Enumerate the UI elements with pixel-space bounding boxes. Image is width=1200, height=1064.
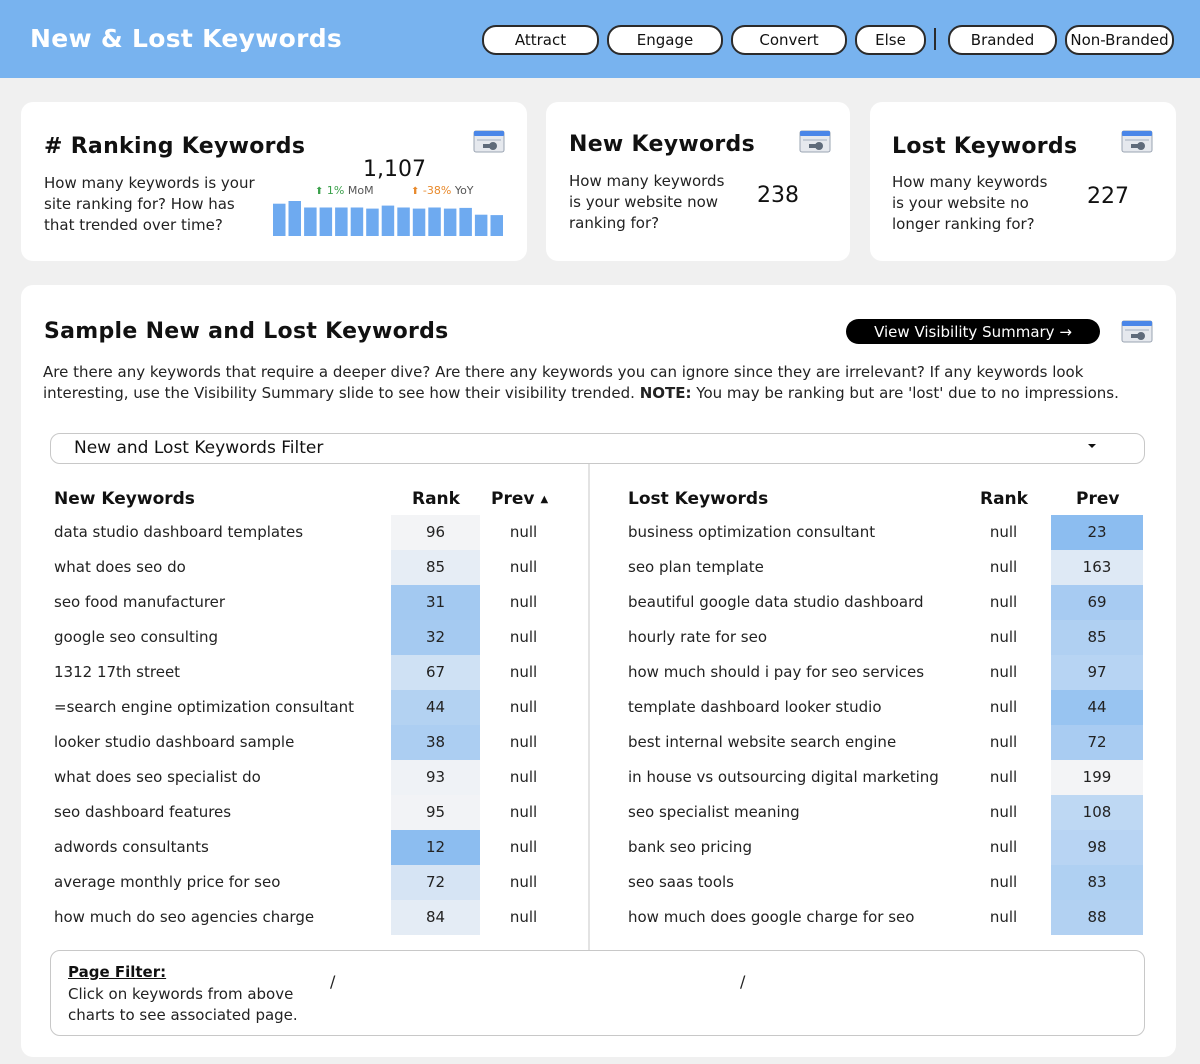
keyword-cell[interactable]: average monthly price for seo <box>54 873 281 891</box>
page-filter-description: Click on keywords from above charts to see associated page. <box>68 985 298 1024</box>
table-row[interactable] <box>54 900 554 935</box>
trend-bar <box>397 208 410 237</box>
new-keywords-header[interactable]: New Keywords <box>54 489 195 509</box>
prev-cell: 23 <box>1051 515 1143 550</box>
prev-cell: 72 <box>1051 725 1143 760</box>
prev-cell: 163 <box>1051 550 1143 585</box>
ranking-keywords-value: 1,107 <box>363 157 426 182</box>
trend-bar-chart <box>273 198 506 236</box>
new-keywords-title: New Keywords <box>569 132 755 157</box>
page-filter-value-1[interactable]: / <box>330 972 336 991</box>
search-console-icon[interactable] <box>1120 127 1154 155</box>
keyword-cell[interactable]: seo plan template <box>628 558 764 576</box>
table-row[interactable] <box>54 760 554 795</box>
prev-cell: 44 <box>1051 690 1143 725</box>
new-keywords-card <box>546 102 850 261</box>
prev-cell: 85 <box>1051 620 1143 655</box>
rank-cell: 96 <box>391 515 480 550</box>
note-text: You may be ranking but are 'lost' due to no impressions. <box>696 384 1119 402</box>
trend-bar <box>428 208 441 237</box>
prev-cell: null <box>509 628 538 646</box>
keyword-cell[interactable]: 1312 17th street <box>54 663 181 681</box>
table-row[interactable] <box>54 655 554 690</box>
new-rank-header[interactable]: Rank <box>412 489 460 509</box>
table-row[interactable] <box>54 795 554 830</box>
table-row[interactable] <box>54 515 554 550</box>
filter-non-branded-button[interactable]: Non-Branded <box>1065 25 1174 55</box>
filter-else-button[interactable]: Else <box>855 25 926 55</box>
page-filter-value-2[interactable]: / <box>740 972 746 991</box>
prev-cell: null <box>509 733 538 751</box>
view-visibility-summary-button[interactable]: View Visibility Summary → <box>846 319 1100 344</box>
keyword-cell[interactable]: business optimization consultant <box>628 523 876 541</box>
chevron-down-icon[interactable] <box>1088 444 1096 448</box>
section-intro <box>43 362 1123 404</box>
rank-cell: null <box>989 733 1018 751</box>
prev-cell: null <box>509 768 538 786</box>
table-row[interactable] <box>54 725 554 760</box>
table-row[interactable] <box>54 620 554 655</box>
rank-cell: 72 <box>391 865 480 900</box>
trend-bar <box>320 208 333 237</box>
keyword-cell[interactable]: beautiful google data studio dashboard <box>628 593 924 611</box>
keyword-cell[interactable]: what does seo specialist do <box>54 768 261 786</box>
table-row[interactable] <box>628 585 1148 620</box>
table-row[interactable] <box>54 865 554 900</box>
rank-cell: 67 <box>391 655 480 690</box>
table-divider <box>588 464 590 950</box>
keywords-filter-label: New and Lost Keywords Filter <box>74 438 324 458</box>
mom-stat <box>315 184 374 197</box>
table-row[interactable] <box>54 830 554 865</box>
page-title: New & Lost Keywords <box>30 24 343 53</box>
mom-percent: 1% <box>326 184 345 197</box>
rank-cell: null <box>989 908 1018 926</box>
keyword-cell[interactable]: adwords consultants <box>54 838 209 856</box>
prev-cell: 98 <box>1051 830 1143 865</box>
rank-cell: null <box>989 628 1018 646</box>
ranking-keywords-title: # Ranking Keywords <box>44 134 306 159</box>
rank-cell: null <box>989 663 1018 681</box>
rank-cell: 93 <box>391 760 480 795</box>
ranking-keywords-description: How many keywords is your site ranking for? How has that trended over time? <box>44 174 255 234</box>
yoy-percent: -38% <box>422 184 452 197</box>
prev-cell: null <box>509 593 538 611</box>
search-console-icon[interactable] <box>798 127 832 155</box>
rank-cell: 44 <box>391 690 480 725</box>
table-row[interactable] <box>628 760 1148 795</box>
yoy-label: YoY <box>454 184 474 197</box>
keyword-cell[interactable]: seo specialist meaning <box>628 803 800 821</box>
rank-cell: 31 <box>391 585 480 620</box>
header-bar <box>0 0 1200 78</box>
prev-cell: null <box>509 523 538 541</box>
table-row[interactable] <box>628 725 1148 760</box>
table-row[interactable] <box>628 655 1148 690</box>
table-row[interactable] <box>54 690 554 725</box>
prev-cell: 97 <box>1051 655 1143 690</box>
new-keywords-value: 238 <box>757 183 799 208</box>
page-filter-title: Page Filter: <box>68 963 167 981</box>
keyword-cell[interactable]: template dashboard looker studio <box>628 698 882 716</box>
page-filter-box[interactable] <box>50 950 1145 1036</box>
rank-cell: 84 <box>391 900 480 935</box>
lost-keywords-card <box>870 102 1176 261</box>
rank-cell: null <box>989 838 1018 856</box>
table-row[interactable] <box>628 550 1148 585</box>
prev-cell: null <box>509 908 538 926</box>
trend-bar <box>491 215 504 236</box>
prev-cell: null <box>509 698 538 716</box>
rank-cell: null <box>989 803 1018 821</box>
keywords-filter-dropdown[interactable] <box>50 433 1145 464</box>
keyword-cell[interactable]: bank seo pricing <box>628 838 752 856</box>
keyword-cell[interactable]: how much should i pay for seo services <box>628 663 925 681</box>
arrow-up-icon: ⬆ <box>411 186 420 197</box>
rank-cell: null <box>989 873 1018 891</box>
lost-prev-header[interactable]: Prev <box>1076 489 1120 509</box>
filter-separator <box>934 28 936 50</box>
filter-branded-button[interactable]: Branded <box>948 25 1057 55</box>
prev-cell: 88 <box>1051 900 1143 935</box>
intro-text: Are there any keywords that require a deeper dive? Are there any keywords you can ignore since they are irrelevant? If any keywords look interesting, use the Visibility Summary slide to see how their visibility trended. <box>43 363 1084 402</box>
table-row[interactable] <box>628 900 1148 935</box>
trend-bar <box>444 209 457 236</box>
table-row[interactable] <box>628 865 1148 900</box>
table-row[interactable] <box>628 515 1148 550</box>
rank-cell: null <box>989 523 1018 541</box>
trend-bar <box>273 204 286 236</box>
search-console-icon[interactable] <box>1120 317 1154 345</box>
note-label: NOTE: <box>639 384 692 402</box>
keyword-cell[interactable]: seo dashboard features <box>54 803 232 821</box>
keyword-cell[interactable]: what does seo do <box>54 558 186 576</box>
prev-cell: 199 <box>1051 760 1143 795</box>
keyword-cell[interactable]: best internal website search engine <box>628 733 897 751</box>
trend-bar <box>335 208 348 237</box>
sort-ascending-icon[interactable]: ▲ <box>540 494 549 505</box>
trend-bar <box>289 201 302 236</box>
rank-cell: 85 <box>391 550 480 585</box>
keyword-cell[interactable]: data studio dashboard templates <box>54 523 304 541</box>
prev-cell: 83 <box>1051 865 1143 900</box>
section-title: Sample New and Lost Keywords <box>44 319 449 344</box>
lost-keywords-title: Lost Keywords <box>892 134 1078 159</box>
trend-bar <box>413 209 426 236</box>
rank-cell: null <box>989 698 1018 716</box>
ranking-keywords-card <box>21 102 527 261</box>
table-row[interactable] <box>628 690 1148 725</box>
lost-rank-header[interactable]: Rank <box>980 489 1028 509</box>
prev-cell: null <box>509 838 538 856</box>
table-row[interactable] <box>54 585 554 620</box>
table-row[interactable] <box>628 620 1148 655</box>
keyword-cell[interactable]: how much does google charge for seo <box>628 908 915 926</box>
table-row[interactable] <box>54 550 554 585</box>
keyword-cell[interactable]: seo food manufacturer <box>54 593 226 611</box>
filter-convert-button[interactable]: Convert <box>731 25 847 55</box>
keyword-cell[interactable]: how much do seo agencies charge <box>54 908 315 926</box>
prev-cell: 69 <box>1051 585 1143 620</box>
prev-cell: null <box>509 558 538 576</box>
prev-cell: null <box>509 873 538 891</box>
table-row[interactable] <box>628 830 1148 865</box>
mom-label: MoM <box>347 184 374 197</box>
lost-keywords-value: 227 <box>1087 184 1129 209</box>
rank-cell: null <box>989 558 1018 576</box>
new-prev-header-label: Prev <box>491 489 535 509</box>
keyword-cell[interactable]: in house vs outsourcing digital marketing <box>628 768 939 786</box>
rank-cell: 38 <box>391 725 480 760</box>
prev-cell: 108 <box>1051 795 1143 830</box>
filter-attract-button[interactable]: Attract <box>482 25 599 55</box>
rank-cell: null <box>989 768 1018 786</box>
table-row[interactable] <box>628 795 1148 830</box>
filter-engage-button[interactable]: Engage <box>607 25 723 55</box>
trend-bar <box>459 208 472 236</box>
arrow-up-icon: ⬆ <box>315 186 324 197</box>
prev-cell: null <box>509 803 538 821</box>
trend-bar <box>351 208 364 237</box>
keyword-cell[interactable]: looker studio dashboard sample <box>54 733 295 751</box>
trend-bar <box>475 215 488 236</box>
keyword-cell[interactable]: seo saas tools <box>628 873 734 891</box>
new-keywords-description: How many keywords is your website now ranking for? <box>569 172 725 232</box>
keyword-cell[interactable]: hourly rate for seo <box>628 628 768 646</box>
rank-cell: 95 <box>391 795 480 830</box>
trend-bar <box>366 209 379 236</box>
new-prev-header[interactable] <box>491 489 548 509</box>
prev-cell: null <box>509 663 538 681</box>
rank-cell: 12 <box>391 830 480 865</box>
yoy-stat <box>411 184 474 197</box>
keyword-cell[interactable]: google seo consulting <box>54 628 219 646</box>
rank-cell: null <box>989 593 1018 611</box>
trend-bar <box>304 208 317 237</box>
lost-keywords-header[interactable]: Lost Keywords <box>628 489 769 509</box>
trend-bar <box>382 206 395 236</box>
keyword-cell[interactable]: =search engine optimization consultant <box>54 698 355 716</box>
search-console-icon[interactable] <box>472 127 506 155</box>
lost-keywords-description: How many keywords is your website no longer ranking for? <box>892 173 1048 233</box>
rank-cell: 32 <box>391 620 480 655</box>
